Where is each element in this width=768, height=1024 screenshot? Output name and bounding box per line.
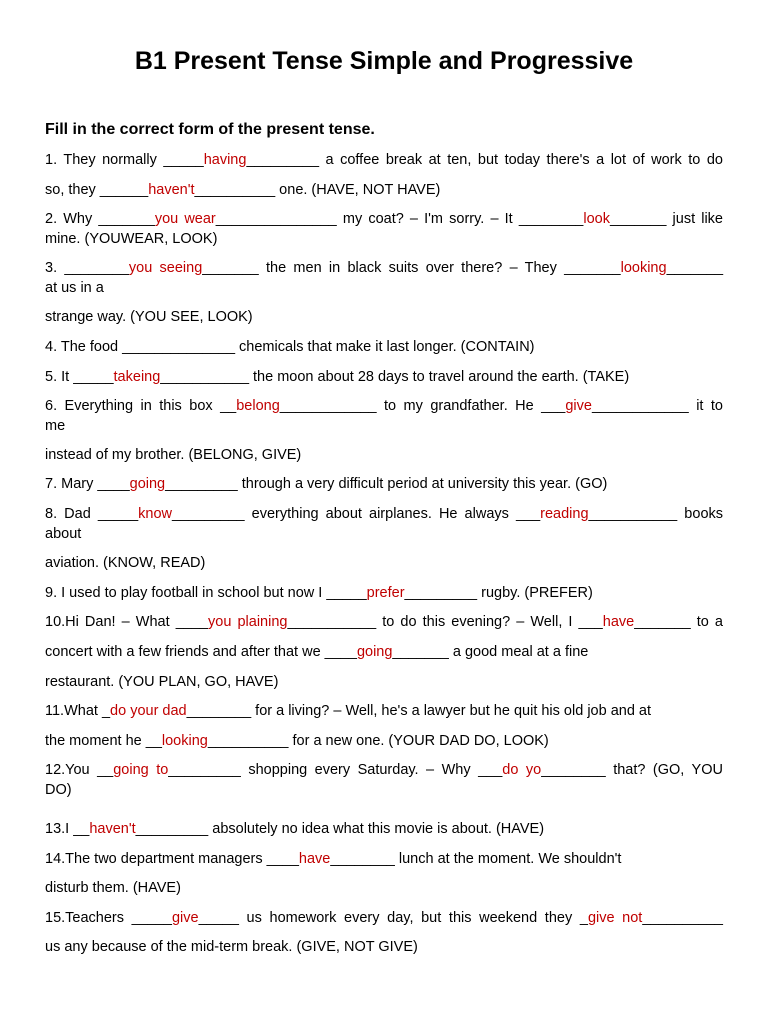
exercise-line	[45, 781, 723, 801]
exercise-line	[45, 151, 723, 171]
exercise-line	[45, 643, 723, 663]
answer-text: going	[356, 644, 393, 660]
question-text: 11.What _	[45, 703, 111, 719]
answer-text: do yo	[502, 762, 542, 778]
question-text: 12.You __	[45, 762, 114, 778]
answer-text: takeing	[113, 369, 161, 385]
exercise-line	[45, 259, 723, 279]
answer-text: belong	[236, 398, 280, 414]
question-text: __________ one. (HAVE, NOT HAVE)	[194, 182, 441, 198]
question-text: _______ just like	[609, 211, 723, 227]
question-text: ________ for a living? – Well, he's a lawyer but he quit his old job and at	[186, 703, 652, 719]
answer-text: you seeing	[128, 260, 203, 276]
exercise-line	[45, 181, 723, 201]
question-text: DO)	[45, 782, 72, 798]
question-text: so, they ______	[45, 182, 149, 198]
answer-text: going	[129, 476, 166, 492]
exercise-line	[45, 909, 723, 929]
question-text: _________ through a very difficult period at university this year. (GO)	[165, 476, 608, 492]
answer-text: have	[298, 851, 331, 867]
question-text: ________ lunch at the moment. We shouldn't	[330, 851, 622, 867]
question-text: 4. The food ______________ chemicals that make it last longer. (CONTAIN)	[45, 339, 535, 355]
question-text: ___________ books	[588, 506, 724, 522]
question-text: ________ that? (GO, YOU	[541, 762, 723, 778]
question-text: us any because of the mid-term break. (GIVE, NOT GIVE)	[45, 939, 418, 955]
exercise-line	[45, 230, 723, 250]
question-text: mine. (YOUWEAR, LOOK)	[45, 231, 218, 247]
exercise-line	[45, 475, 723, 495]
question-text: ___________ to do this evening? – Well, I ___	[287, 614, 603, 630]
exercise-line	[45, 554, 723, 574]
question-text: me	[45, 418, 66, 434]
exercise-line	[45, 938, 723, 958]
question-text: __________ for a new one. (YOUR DAD DO, LOOK)	[207, 733, 549, 749]
question-text: _______________ my coat? – I'm sorry. – It ________	[215, 211, 584, 227]
question-text: _________ absolutely no idea what this movie is about. (HAVE)	[135, 821, 545, 837]
answer-text: reading	[540, 506, 589, 522]
question-text: _________ a coffee break at ten, but today there's a lot of work to do	[246, 152, 723, 168]
question-text: 6. Everything in this box __	[45, 398, 237, 414]
answer-text: do your dad	[110, 703, 187, 719]
question-text: 7. Mary ____	[45, 476, 130, 492]
exercise-line	[45, 446, 723, 466]
question-text: 10.Hi Dan! – What ____	[45, 614, 208, 630]
question-text: about	[45, 526, 82, 542]
answer-text: have	[602, 614, 635, 630]
question-text: __________	[642, 910, 723, 926]
question-text: disturb them. (HAVE)	[45, 880, 181, 896]
exercise-line	[45, 584, 723, 604]
exercise-line	[45, 525, 723, 545]
answer-text: haven't	[148, 182, 195, 198]
answer-text: haven't	[89, 821, 136, 837]
question-text: 15.Teachers _____	[45, 910, 172, 926]
question-text: _______ a good meal at a fine	[392, 644, 589, 660]
question-text: 2. Why _______	[45, 211, 155, 227]
exercise-line	[45, 761, 723, 781]
answer-text: look	[583, 211, 610, 227]
question-text: instead of my brother. (BELONG, GIVE)	[45, 447, 302, 463]
exercise-line	[45, 850, 723, 870]
worksheet-title: B1 Present Tense Simple and Progressive	[134, 47, 634, 75]
question-text: _____ us homework every day, but this weekend they _	[198, 910, 588, 926]
answer-text: know	[138, 506, 173, 522]
exercise-line	[45, 505, 723, 525]
answer-text: give	[171, 910, 199, 926]
question-text: ____________ to my grandfather. He ___	[279, 398, 566, 414]
question-text: the moment he __	[45, 733, 162, 749]
answer-text: looking	[161, 733, 208, 749]
exercise-line	[45, 308, 723, 328]
answer-text: you plaining	[208, 614, 288, 630]
question-text: _________ shopping every Saturday. – Why ___	[168, 762, 503, 778]
answer-text: going to	[113, 762, 169, 778]
question-text: 9. I used to play football in school but now I _____	[45, 585, 367, 601]
exercise-line	[45, 820, 723, 840]
question-text: _________ everything about airplanes. He always ___	[172, 506, 541, 522]
exercise-line	[45, 613, 723, 633]
question-text: 13.I __	[45, 821, 90, 837]
exercise-line	[45, 732, 723, 752]
question-text: _______ to a	[634, 614, 723, 630]
question-text: 5. It _____	[45, 369, 114, 385]
answer-text: give not	[587, 910, 643, 926]
question-text: _______	[666, 260, 724, 276]
question-text: concert with a few friends and after that we ____	[45, 644, 357, 660]
exercise-line	[45, 279, 723, 299]
exercise-line	[45, 702, 723, 722]
question-text: _______ the men in black suits over there? – They _______	[202, 260, 621, 276]
exercise-line	[45, 368, 723, 388]
question-text: 8. Dad _____	[45, 506, 139, 522]
question-text: strange way. (YOU SEE, LOOK)	[45, 309, 253, 325]
question-text: at us in a	[45, 280, 104, 296]
question-text: ____________ it to	[591, 398, 723, 414]
answer-text: looking	[620, 260, 667, 276]
question-text: 3. ________	[45, 260, 129, 276]
exercise-line	[45, 417, 723, 437]
instruction-heading: Fill in the correct form of the present tense.	[45, 121, 375, 138]
question-text: _________ rugby. (PREFER)	[404, 585, 593, 601]
question-text: ___________ the moon about 28 days to travel around the earth. (TAKE)	[160, 369, 630, 385]
exercise-line	[45, 210, 723, 230]
answer-text: having	[203, 152, 247, 168]
answer-text: prefer	[366, 585, 405, 601]
question-text: 1. They normally _____	[45, 152, 204, 168]
question-text: aviation. (KNOW, READ)	[45, 555, 206, 571]
answer-text: give	[565, 398, 592, 414]
exercise-line	[45, 879, 723, 899]
answer-text: you wear	[154, 211, 216, 227]
question-text: restaurant. (YOU PLAN, GO, HAVE)	[45, 674, 279, 690]
exercise-line	[45, 338, 723, 358]
exercise-line	[45, 673, 723, 693]
exercise-line	[45, 397, 723, 417]
question-text: 14.The two department managers ____	[45, 851, 299, 867]
